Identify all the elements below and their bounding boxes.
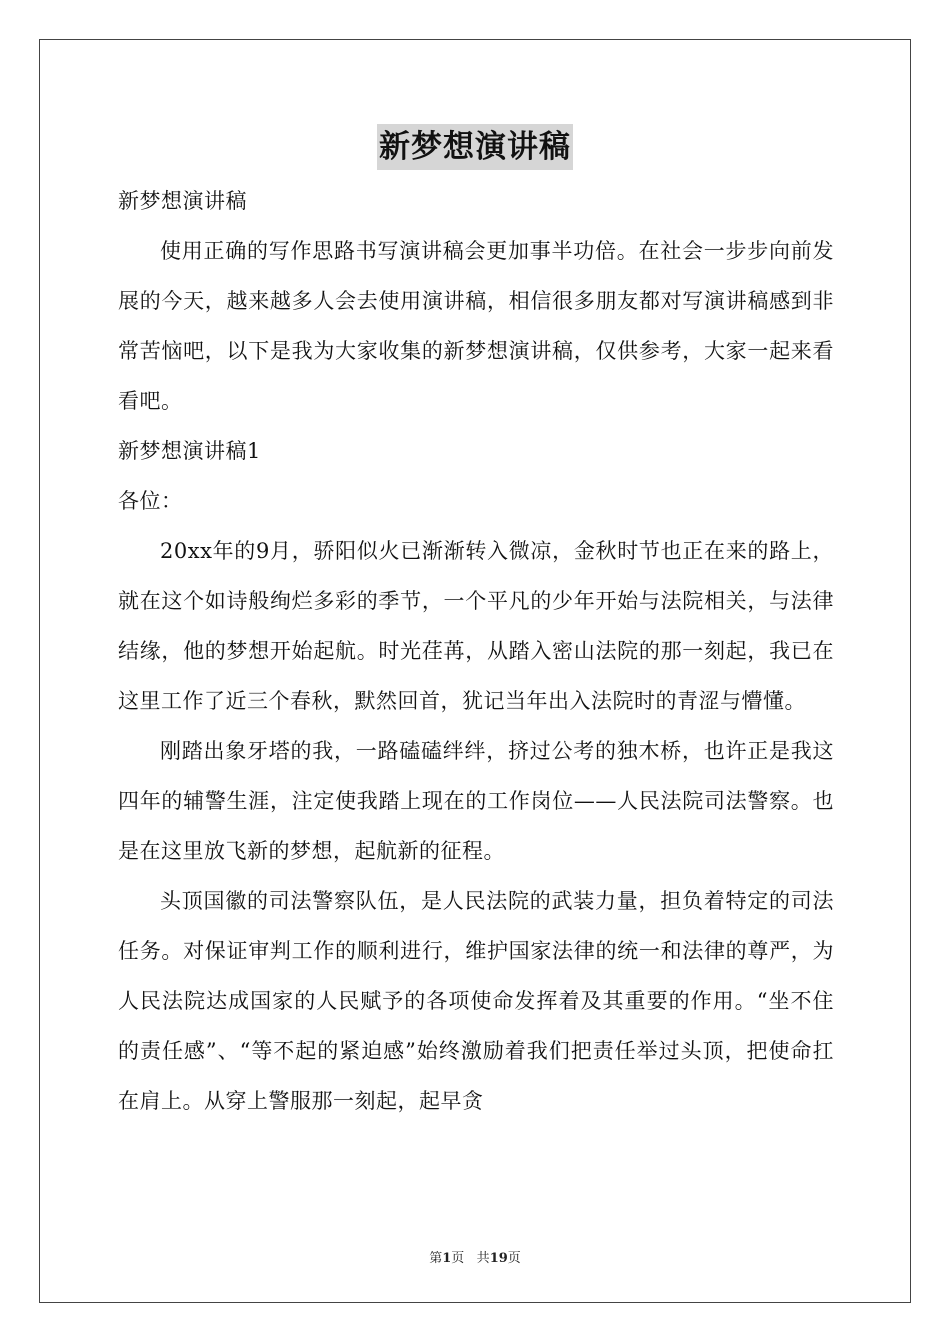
body-paragraph: 头顶国徽的司法警察队伍，是人民法院的武装力量，担负着特定的司法任务。对保证审判工作的顺利进行，维护国家法律的统一和法律的尊严，为人民法院达成国家的人民赋予的各项使命发挥着及其重要的作用。“坐不住的责任感”、“等不起的紧迫感”始终激励着我们把责任举过头顶，把使命扛在肩上。从穿上警服那一刻起，起早贪 [118, 889, 834, 1113]
body-paragraph: 20xx年的9月，骄阳似火已渐渐转入微凉，金秋时节也正在来的路上，就在这个如诗般绚烂多彩的季节，一个平凡的少年开始与法院相关，与法律结缘，他的梦想开始起航。时光荏苒，从踏入密山法院的那一刻起，我已在这里工作了近三个春秋，默然回首，犹记当年出入法院时的青涩与懵懂。 [118, 539, 834, 713]
salutation: 各位： [118, 489, 183, 513]
footer-prefix: 第 [429, 1251, 443, 1266]
footer-total-suffix: 页 [507, 1251, 521, 1266]
body-paragraph: 刚踏出象牙塔的我，一路磕磕绊绊，挤过公考的独木桥，也许正是我这四年的辅警生涯，注定使我踏上现在的工作岗位——人民法院司法警察。也是在这里放飞新的梦想，起航新的征程。 [118, 739, 834, 863]
section-heading: 新梦想演讲稿1 [118, 439, 261, 463]
footer-total-prefix: 共 [476, 1251, 490, 1266]
document-subtitle: 新梦想演讲稿 [118, 189, 247, 213]
page-footer [0, 1247, 950, 1266]
title-container [0, 124, 950, 170]
document-title: 新梦想演讲稿 [377, 124, 573, 170]
total-pages-number: 19 [489, 1251, 508, 1266]
footer-page-suffix: 页 [451, 1251, 465, 1266]
intro-paragraph: 使用正确的写作思路书写演讲稿会更加事半功倍。在社会一步步向前发展的今天，越来越多人会去使用演讲稿，相信很多朋友都对写演讲稿感到非常苦恼吧，以下是我为大家收集的新梦想演讲稿，仅供参考，大家一起来看看吧。 [118, 239, 834, 413]
current-page-number: 1 [442, 1251, 452, 1266]
document-body [118, 176, 834, 1126]
